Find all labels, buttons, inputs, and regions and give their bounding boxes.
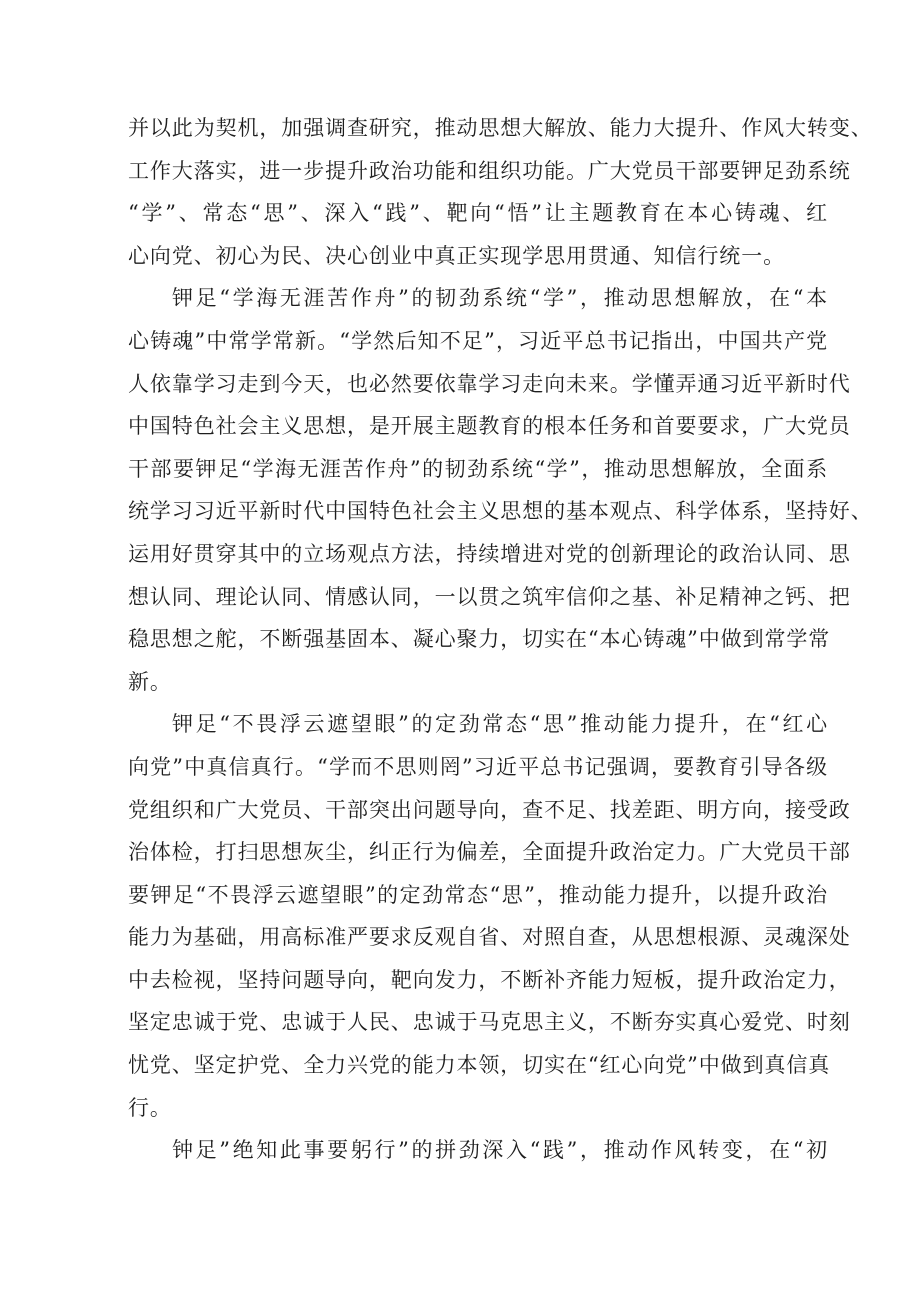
- text-line: “学”、常态“思”、深入“践”、靶向“悟”让主题教育在本心铸魂、红: [128, 201, 828, 226]
- text-line: 心铸魂”中常学常新。“学然后知不足”，习近平总书记指出，中国共产党: [128, 328, 828, 353]
- text-line: 治体检，打扫思想灰尘，纠正行为偏差，全面提升政治定力。广大党员干部: [128, 840, 851, 865]
- paragraph-3: [128, 703, 851, 1129]
- text-line: 钾足“不畏浮云遮望眼”的定劲常态“思”推动能力提升，在“红心: [172, 712, 828, 737]
- text-line: 钟足”绝知此事要躬行”的拼劲深入“践”，推动作风转变，在“初: [172, 1138, 828, 1163]
- text-line: 人依靠学习走到今天，也必然要依靠学习走向未来。学懂弄通习近平新时代: [128, 371, 851, 396]
- text-line: 能力为基础，用高标准严要求反观自省、对照自查，从思想根源、灵魂深处: [128, 925, 851, 950]
- text-line: 中国特色社会主义思想，是开展主题教育的根本任务和首要要求，广大党员: [128, 414, 851, 439]
- paragraph-4: [128, 1129, 828, 1172]
- text-line: 要钾足“不畏浮云遮望眼”的定劲常态“思”，推动能力提升，以提升政治: [128, 882, 828, 907]
- text-line: 钾足“学海无涯苦作舟”的韧劲系统“学”，推动思想解放，在“本: [172, 286, 828, 311]
- text-line: 坚定忠诚于党、忠诚于人民、忠诚于马克思主义，不断夯实真心爱党、时刻: [128, 1010, 851, 1035]
- text-line: 新。: [128, 669, 172, 694]
- text-line: 运用好贯穿其中的立场观点方法，持续增进对党的创新理论的政治认同、思: [128, 541, 851, 566]
- text-line: 工作大落实，进一步提升政治功能和组织功能。广大党员干部要钾足劲系统: [128, 158, 851, 183]
- text-line: 干部要钾足“学海无涯苦作舟”的韧劲系统“学”，推动思想解放，全面系: [128, 456, 828, 481]
- text-line: 党组织和广大党员、干部突出问题导向，查不足、找差距、明方向，接受政: [128, 797, 851, 822]
- text-line: 稳思想之舵，不断强基固本、凝心聚力，切实在“本心铸魂”中做到常学常: [128, 627, 831, 652]
- text-line: 向党”中真信真行。“学而不思则罔”习近平总书记强调，要教育引导各级: [128, 754, 828, 779]
- text-line: 并以此为契机，加强调查研究，推动思想大解放、能力大提升、作风大转变、: [128, 116, 873, 140]
- text-line: 中去检视，坚持问题导向，靶向发力，不断补齐能力短板，提升政治定力，: [128, 967, 851, 992]
- paragraph-1: [128, 107, 873, 277]
- text-line: 忧党、坚定护党、全力兴党的能力本领，切实在“红心向党”中做到真信真: [128, 1053, 831, 1078]
- text-line: 统学习习近平新时代中国特色社会主义思想的基本观点、科学体系，坚持好、: [128, 499, 873, 524]
- paragraph-2: [128, 277, 873, 703]
- document-body: [128, 107, 873, 1172]
- text-line: 想认同、理论认同、情感认同，一以贯之筑牢信仰之基、补足精神之钙、把: [128, 584, 851, 609]
- text-line: 行。: [128, 1095, 172, 1120]
- text-line: 心向党、初心为民、决心创业中真正实现学思用贯通、知信行统一。: [128, 243, 785, 268]
